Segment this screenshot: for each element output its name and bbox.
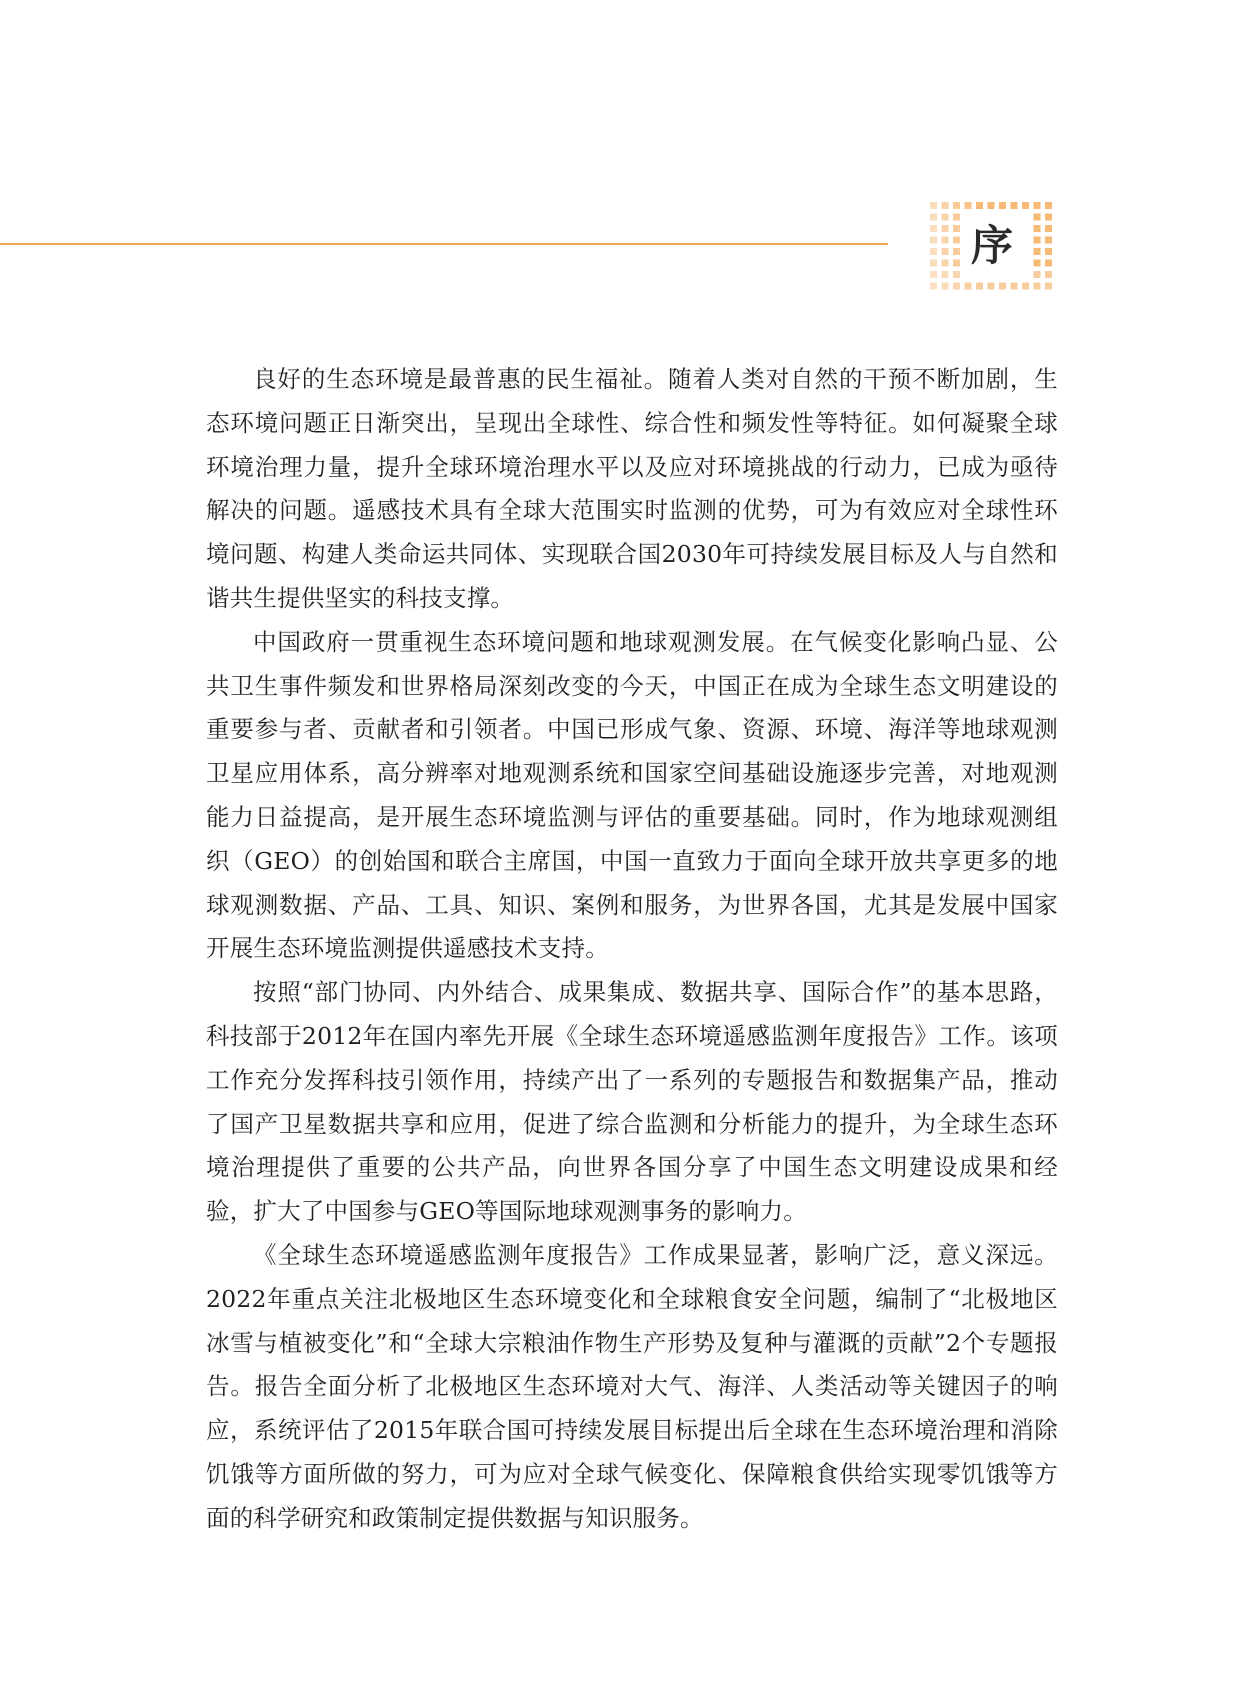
pattern-square bbox=[953, 237, 960, 244]
pattern-square bbox=[965, 283, 972, 290]
pattern-square bbox=[1011, 283, 1018, 290]
pattern-square bbox=[965, 202, 972, 209]
pattern-square bbox=[976, 283, 983, 290]
pattern-square bbox=[953, 283, 960, 290]
body-text bbox=[206, 358, 1058, 1541]
pattern-square bbox=[942, 237, 949, 244]
pattern-square bbox=[930, 283, 937, 290]
pattern-square bbox=[930, 237, 937, 244]
paragraph-2: 中国政府一贯重视生态环境问题和地球观测发展。在气候变化影响凸显、公共卫生事件频发和世界格局深刻改变的今天，中国正在成为全球生态文明建设的重要参与者、贡献者和引领者。中国已形成气象、资源、环境、海洋等地球观测卫星应用体系，高分辨率对地观测系统和国家空间基础设施逐步完善，对地观测能力日益提高，是开展生态环境监测与评估的重要基础。同时，作为地球观测组织（GEO）的创始国和联合主席国，中国一直致力于面向全球开放共享更多的地球观测数据、产品、工具、知识、案例和服务，为世界各国，尤其是发展中国家开展生态环境监测提供遥感技术支持。 bbox=[206, 627, 1058, 963]
pattern-square bbox=[1011, 202, 1018, 209]
pattern-square bbox=[942, 214, 949, 221]
pattern-square bbox=[953, 225, 960, 232]
pattern-square bbox=[976, 202, 983, 209]
pattern-square bbox=[999, 283, 1006, 290]
pattern-square bbox=[1045, 271, 1052, 278]
pattern-square bbox=[1045, 248, 1052, 255]
pattern-square bbox=[942, 260, 949, 267]
pattern-square bbox=[953, 271, 960, 278]
pattern-square bbox=[930, 202, 937, 209]
pattern-square bbox=[1034, 248, 1041, 255]
pattern-square bbox=[953, 248, 960, 255]
page-title: 序 bbox=[970, 221, 1013, 270]
paragraph-3: 按照“部门协同、内外结合、成果集成、数据共享、国际合作”的基本思路，科技部于2012年在国内率先开展《全球生态环境遥感监测年度报告》工作。该项工作充分发挥科技引领作用，持续产出了一系列的专题报告和数据集产品，推动了国产卫星数据共享和应用，促进了综合监测和分析能力的提升，为全球生态环境治理提供了重要的公共产品，向世界各国分享了中国生态文明建设成果和经验，扩大了中国参与GEO等国际地球观测事务的影响力。 bbox=[206, 978, 1058, 1226]
pattern-square bbox=[1034, 225, 1041, 232]
pattern-square bbox=[1034, 214, 1041, 221]
pattern-square bbox=[930, 248, 937, 255]
pattern-square bbox=[930, 214, 937, 221]
pattern-square bbox=[1034, 202, 1041, 209]
pattern-square bbox=[1045, 283, 1052, 290]
pattern-square bbox=[988, 283, 995, 290]
pattern-square bbox=[953, 260, 960, 267]
pattern-square bbox=[953, 214, 960, 221]
pattern-square bbox=[953, 202, 960, 209]
pattern-square bbox=[988, 202, 995, 209]
pattern-square bbox=[1034, 260, 1041, 267]
pattern-square bbox=[1045, 214, 1052, 221]
pattern-square bbox=[1045, 237, 1052, 244]
header-rule bbox=[0, 243, 888, 245]
pattern-square bbox=[930, 225, 937, 232]
pattern-square bbox=[1045, 225, 1052, 232]
pattern-square bbox=[1022, 202, 1029, 209]
pattern-square bbox=[1045, 260, 1052, 267]
pattern-square bbox=[942, 225, 949, 232]
title-block bbox=[928, 200, 1056, 292]
pattern-square bbox=[999, 202, 1006, 209]
pattern-square bbox=[930, 271, 937, 278]
pattern-square bbox=[1045, 202, 1052, 209]
pattern-square bbox=[942, 248, 949, 255]
pattern-square bbox=[1034, 283, 1041, 290]
pattern-square bbox=[1034, 271, 1041, 278]
pattern-square bbox=[930, 260, 937, 267]
pattern-square bbox=[1034, 237, 1041, 244]
pattern-square bbox=[942, 271, 949, 278]
paragraph-4: 《全球生态环境遥感监测年度报告》工作成果显著，影响广泛，意义深远。2022年重点关注北极地区生态环境变化和全球粮食安全问题，编制了“北极地区冰雪与植被变化”和“全球大宗粮油作物生产形势及复种与灌溉的贡献”2个专题报告。报告全面分析了北极地区生态环境对大气、海洋、人类活动等关键因子的响应，系统评估了2015年联合国可持续发展目标提出后全球在生态环境治理和消除饥饿等方面所做的努力，可为应对全球气候变化、保障粮食供给实现零饥饿等方面的科学研究和政策制定提供数据与知识服务。 bbox=[206, 1240, 1058, 1532]
pattern-square bbox=[942, 202, 949, 209]
pattern-square bbox=[1022, 283, 1029, 290]
pattern-square bbox=[942, 283, 949, 290]
paragraph-1: 良好的生态环境是最普惠的民生福祉。随着人类对自然的干预不断加剧，生态环境问题正日渐突出，呈现出全球性、综合性和频发性等特征。如何凝聚全球环境治理力量，提升全球环境治理水平以及应对环境挑战的行动力，已成为亟待解决的问题。遥感技术具有全球大范围实时监测的优势，可为有效应对全球性环境问题、构建人类命运共同体、实现联合国2030年可持续发展目标及人与自然和谐共生提供坚实的科技支撑。 bbox=[206, 365, 1058, 612]
